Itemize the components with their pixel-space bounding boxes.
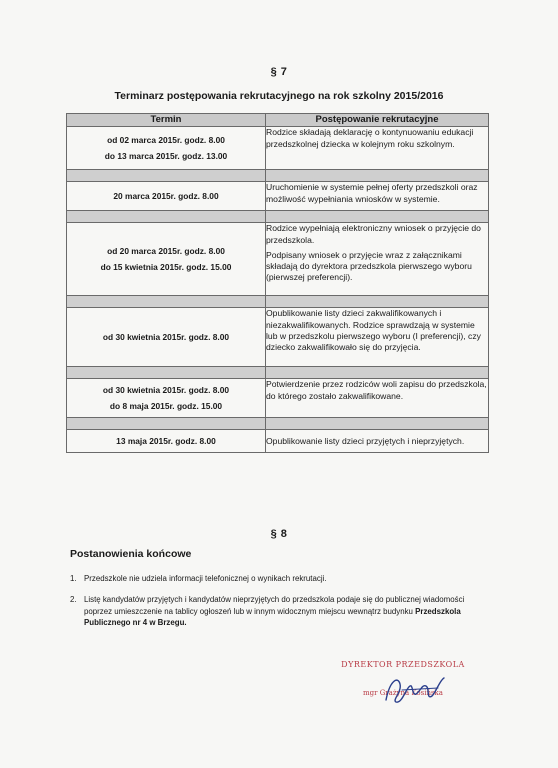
item-text-plain: Przedszkole nie udziela informacji telefonicznej o wynikach rekrutacji. — [84, 574, 327, 583]
table-row — [67, 223, 489, 296]
procedure-text: Podpisany wniosek o przyjęcie wraz z załącznikami składają do dyrektora przedszkola pierwszego wyboru (pierwszej preferencji). — [266, 249, 472, 283]
term-cell — [67, 223, 266, 296]
handwritten-signature — [380, 670, 450, 708]
final-provisions-heading: Postanowienia końcowe — [70, 548, 192, 560]
separator-row — [67, 211, 489, 223]
stamp-name: mgr Grażyna Kosińska — [363, 689, 443, 697]
table-row — [67, 182, 489, 211]
column-header-term: Termin — [67, 114, 266, 127]
separator-row — [67, 170, 489, 182]
term-cell — [67, 127, 266, 170]
final-provisions-list — [70, 573, 490, 639]
table-row — [67, 430, 489, 453]
term-line: do 15 kwietnia 2015r. godz. 15.00 — [100, 261, 232, 272]
term-line: do 13 marca 2015r. godz. 13.00 — [104, 150, 228, 161]
procedure-text: Potwierdzenie przez rodziców woli zapisu do przedszkola, do którego zostało zakwalifikowane. — [266, 379, 487, 401]
procedure-text: Rodzice składają deklarację o kontynuowaniu edukacji przedszkolnej dziecka w kolejnym roku szkolnym. — [266, 127, 474, 149]
stamp-role: DYREKTOR PRZEDSZKOLA — [341, 660, 465, 669]
item-text — [84, 573, 490, 584]
item-number: 1. — [70, 574, 77, 583]
term-cell — [67, 379, 266, 418]
item-text-bold: Przedszkola Publicznego nr 4 w Brzegu. — [84, 606, 461, 628]
term-line: 13 maja 2015r. godz. 8.00 — [116, 435, 216, 446]
procedure-text: Opublikowanie listy dzieci zakwalifikowanych i niezakwalifikowanych. Rodzice sprawdzają w systemie lub w przedszkolu pierwszego wyboru (I preferencji), czy dziecko zakwalifikowało się do przyjęcia. — [266, 308, 481, 352]
separator-row — [67, 418, 489, 430]
term-line: od 30 kwietnia 2015r. godz. 8.00 — [102, 331, 230, 342]
procedure-cell — [266, 182, 489, 211]
procedure-cell — [266, 127, 489, 170]
table-row — [67, 308, 489, 367]
term-line: od 20 marca 2015r. godz. 8.00 — [107, 245, 225, 256]
term-cell — [67, 308, 266, 367]
term-line: do 8 maja 2015r. godz. 15.00 — [109, 400, 223, 411]
section-8-mark: § 8 — [270, 528, 288, 540]
recruitment-schedule-table — [66, 113, 489, 453]
term-line: od 30 kwietnia 2015r. godz. 8.00 — [102, 384, 230, 395]
schedule-title: Terminarz postępowania rekrutacyjnego na rok szkolny 2015/2016 — [114, 90, 444, 102]
procedure-cell — [266, 223, 489, 296]
procedure-cell — [266, 308, 489, 367]
table-header-row — [67, 114, 489, 127]
term-line: 20 marca 2015r. godz. 8.00 — [113, 190, 219, 201]
item-number: 2. — [70, 595, 77, 605]
term-cell — [67, 182, 266, 211]
separator-row — [67, 296, 489, 308]
procedure-text: Rodzice wypełniają elektroniczny wniosek o przyjęcie do przedszkola. — [266, 223, 481, 245]
item-text-plain: Listę kandydatów przyjętych i kandydatów nieprzyjętych do przedszkola podaje się do publicznej wiadomości poprzez umieszczenie na tablicy ogłoszeń lub w innym widocznym miejscu wewnątrz budynku — [84, 595, 465, 616]
table-row — [67, 379, 489, 418]
term-cell — [67, 430, 266, 453]
procedure-cell — [266, 379, 489, 418]
item-text — [84, 594, 490, 628]
table-row — [67, 127, 489, 170]
term-line: od 02 marca 2015r. godz. 8.00 — [107, 134, 225, 145]
procedure-text: Opublikowanie listy dzieci przyjętych i nieprzyjętych. — [266, 435, 465, 446]
procedure-text: Uruchomienie w systemie pełnej oferty przedszkoli oraz możliwość wypełniania wniosków w systemie. — [266, 182, 478, 204]
section-7-mark: § 7 — [270, 66, 288, 78]
column-header-procedure: Postępowanie rekrutacyjne — [266, 114, 489, 127]
list-item — [70, 573, 490, 584]
procedure-cell — [266, 430, 489, 453]
separator-row — [67, 367, 489, 379]
list-item — [70, 594, 490, 628]
